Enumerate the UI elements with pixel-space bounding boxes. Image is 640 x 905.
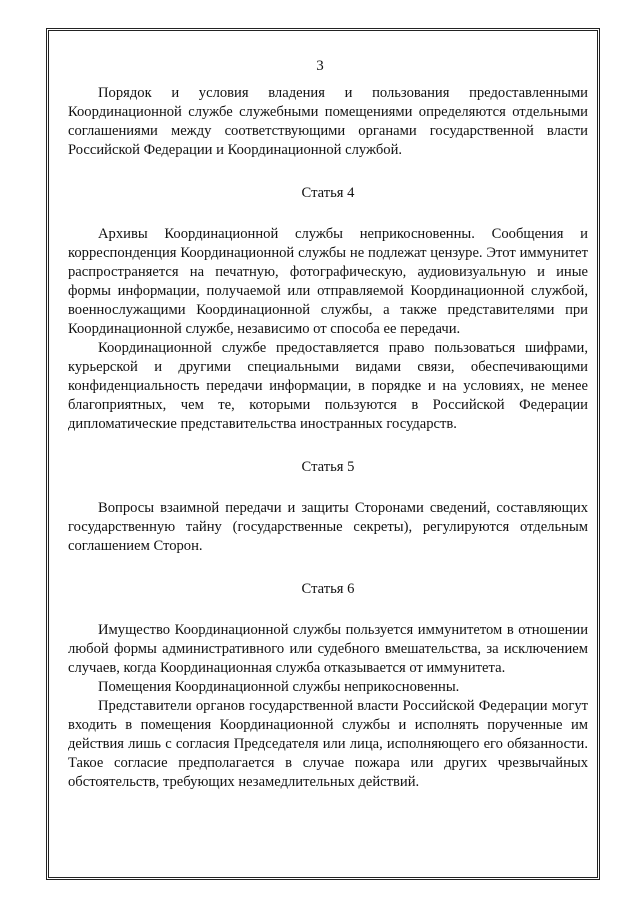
article-4-paragraph-1: Архивы Координационной службы неприкосновенны. Сообщения и корреспонденция Координационной службы не подлежат цензуре. Этот иммунитет распространяется на печатную, фотографическую, аудиовизуальную и иные формы информации, получаемой или отправляемой Координационной службой, военнослужащими Координационной службы, а также представителями при Координационной службе, независимо от способа ее передачи. <box>68 226 588 337</box>
page-number: 3 <box>316 58 324 74</box>
document-body <box>68 84 588 792</box>
intro-paragraph: Порядок и условия владения и пользования предоставленными Координационной службе служебными помещениями определяются отдельными соглашениями между соответствующими органами государственной власти Российской Федерации и Координационной службой. <box>68 85 588 158</box>
article-5-heading: Статья 5 <box>301 459 355 475</box>
article-6-paragraph-2: Помещения Координационной службы неприкосновенны. <box>98 679 460 695</box>
article-5-paragraph-1: Вопросы взаимной передачи и защиты Сторонами сведений, составляющих государственную тайну (государственные секреты), регулируются отдельным соглашением Сторон. <box>68 500 588 554</box>
article-6-paragraph-3: Представители органов государственной власти Российской Федерации могут входить в помещения Координационной службы и исполнять порученные им действия лишь с согласия Председателя или лица, исполняющего его обязанности. Такое согласие предполагается в случае пожара или других чрезвычайных обстоятельств, требующих незамедлительных действий. <box>68 698 588 790</box>
article-4-heading: Статья 4 <box>301 185 355 201</box>
article-6-heading: Статья 6 <box>301 581 355 597</box>
article-6-paragraph-1: Имущество Координационной службы пользуется иммунитетом в отношении любой формы административного или судебного вмешательства, за исключением случаев, когда Координационная служба отказывается от иммунитета. <box>68 622 588 676</box>
article-4-paragraph-2: Координационной службе предоставляется право пользоваться шифрами, курьерской и другими специальными видами связи, обеспечивающими конфиденциальность передачи информации, в порядке и на условиях, не менее благоприятных, чем те, которыми пользуются в Российской Федерации дипломатические представительства иностранных государств. <box>68 340 588 432</box>
